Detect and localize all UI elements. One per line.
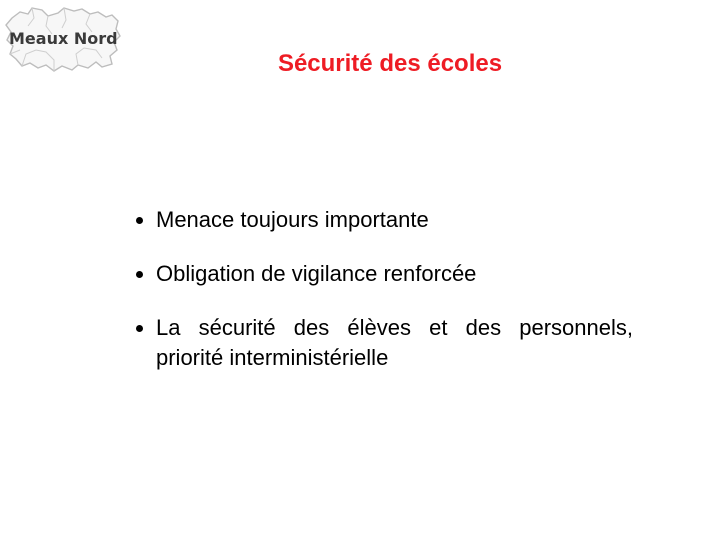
bullet-item	[133, 205, 633, 235]
bullet-dot-icon	[136, 217, 143, 224]
bullet-dot-icon	[136, 271, 143, 278]
logo-text: Meaux Nord	[9, 29, 118, 48]
bullet-item	[133, 259, 633, 289]
bullet-text: Menace toujours importante	[156, 207, 429, 232]
bullet-dot-icon	[136, 325, 143, 332]
bullet-item	[133, 313, 633, 373]
bullet-text: Obligation de vigilance renforcée	[156, 261, 477, 286]
bullet-text: La sécurité des élèves et des personnels, priorité interministérielle	[156, 315, 633, 370]
slide-title: Sécurité des écoles	[277, 50, 503, 77]
meaux-nord-logo	[2, 4, 124, 74]
bullet-list	[133, 205, 633, 397]
